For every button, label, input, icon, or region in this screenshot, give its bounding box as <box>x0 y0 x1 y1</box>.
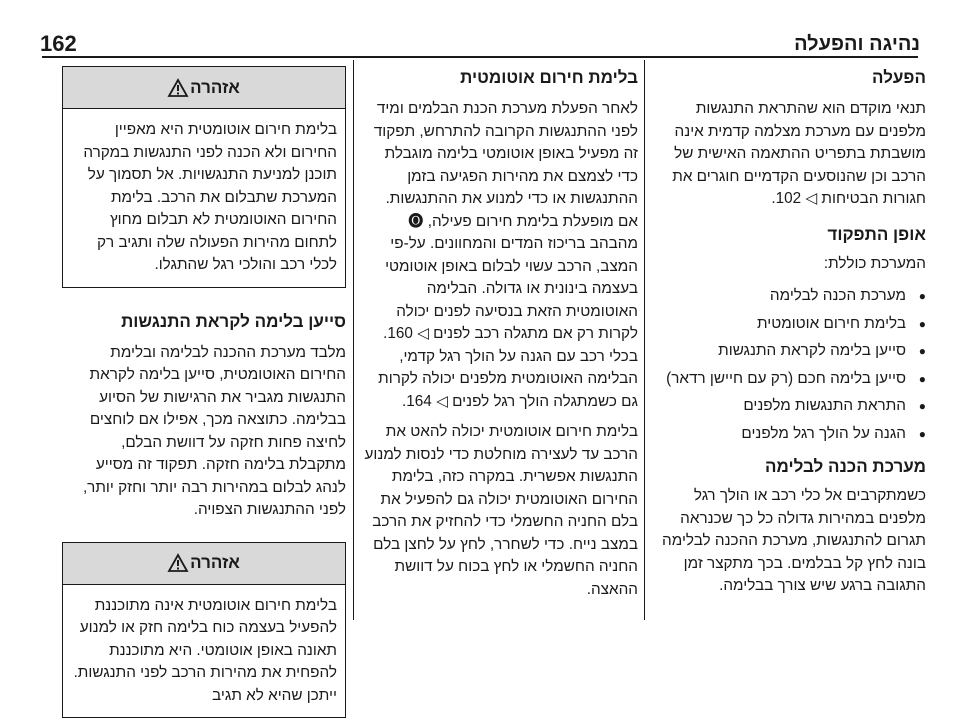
list-item: ● הגנה על הולך רגל מלפנים <box>652 423 926 446</box>
warning-box-bottom <box>62 542 346 718</box>
feature-list <box>652 285 926 445</box>
warning-body <box>63 585 345 718</box>
warning-triangle-icon <box>168 79 188 97</box>
page-number: 162 <box>40 32 77 56</box>
brake-prep-paragraph: כשמתקרבים אל כלי רכב או הולך רגל מלפנים במהירות גדולה כל כך שכנראה תגרום להתנגשות, מערכת ההכנה לבלימה בונה לחץ קל בבלמים. בכך מתקצר זמן התגובה ברגע שיש צורך בבלימה. <box>652 485 926 598</box>
list-item: ● בלימת חירום אוטומטית <box>652 313 926 336</box>
warning-box-top <box>62 66 346 288</box>
warning-header <box>63 543 345 585</box>
activation-paragraph: תנאי מוקדם הוא שהתראת התנגשות מלפנים עם מערכת מצלמה קדמית אינה מושבתת בתפריט ההתאמה האישית של הרכב וכן שהנוסעים הקדמיים חוגרים את חגורות הבטיחות ◁ 102. <box>652 98 926 211</box>
heading-auto-emergency-braking: בלימת חירום אוטומטית <box>364 66 638 90</box>
heading-collision-brake-assist: סייען בלימה לקראת התנגשות <box>62 310 346 334</box>
page-header <box>40 22 920 56</box>
list-item: ● התראת התנגשות מלפנים <box>652 395 926 418</box>
warning-title: אזהרה <box>190 78 240 98</box>
warning-title: אזהרה <box>190 553 240 573</box>
section-title: נהיגה והפעלה <box>794 32 920 56</box>
heading-functionality: אופן התפקוד <box>652 223 926 247</box>
heading-brake-prep: מערכת הכנה לבלימה <box>652 455 926 479</box>
list-item: ● מערכת הכנה לבלימה <box>652 285 926 308</box>
column-divider-right <box>644 60 645 620</box>
heading-activation: הפעלה <box>652 66 926 90</box>
warning-triangle-icon <box>168 554 188 572</box>
right-column <box>652 60 926 598</box>
list-item: ● סייען בלימה לקראת התנגשות <box>652 340 926 363</box>
warning-text: בלימת חירום אוטומטית היא מאפיין החירום ולא הכנה לפני התנגשות במקרה תוכנן למניעת התנגשויות. אל תסמוך על המערכת שתבלום את הרכב. בלימת החירום האוטומטית לא תבלום מחוץ לתחום מהירות הפעולה שלה ותגיב רק לכלי רכב והולכי רגל שהתגלו. <box>69 119 337 277</box>
left-column <box>62 60 346 718</box>
header-divider <box>42 56 918 58</box>
column-divider-left <box>353 60 354 620</box>
middle-column <box>364 60 638 601</box>
list-item: ● סייען בלימה חכם (רק עם חיישן רדאר) <box>652 368 926 391</box>
auto-braking-paragraph-1: לאחר הפעלת מערכת הכנת הבלמים ומיד לפני ההתנגשות הקרובה להתרחש, תפקוד זה מפעיל באופן אוטומטי בלימה מוגבלת כדי לצמצם את מהירות הפגיעה בזמן ההתנגשות או כדי למנוע את ההתנגשות. אם מופעלת בלימת חירום פעילה, 🅞 מהבהב בריכוז המדים והמחוונים. על-פי המצב, הרכב עשוי לבלום באופן אוטומטי בעצמה בינונית או גדולה. הבלימה האוטומטית הזאת בנסיעה לפנים יכולה לקרות רק אם מתגלה רכב לפנים ◁ 160. בכלי רכב עם הגנה על הולך רגל קדמי, הבלימה האוטומטית מלפנים יכולה לקרות גם כשמתגלה הולך רגל לפנים ◁ 164. <box>364 98 638 413</box>
warning-body <box>63 109 345 287</box>
warning-header <box>63 67 345 109</box>
warning-text: בלימת חירום אוטומטית אינה מתוכננת להפעיל בעצמה כוח בלימה חזק או למנוע תאונה באופן אוטומטי. היא מתוכננת להפחית את מהירות הרכב לפני התנגשות. ייתכן שהיא לא תגיב <box>69 595 337 708</box>
auto-braking-paragraph-2: בלימת חירום אוטומטית יכולה להאט את הרכב עד לעצירה מוחלטת כדי לנסות למנוע התנגשות אפשרית. במקרה כזה, בלימת החירום האוטומטית יכולה גם להפעיל את בלם החניה החשמלי כדי להחזיק את הרכב במצב נייח. כדי לשחרר, לחץ על לחצן בלם החניה החשמלי או לחץ בכוח על דוושת ההאצה. <box>364 421 638 601</box>
brake-assist-paragraph: מלבד מערכת ההכנה לבלימה ובלימת החירום האוטומטית, סייען בלימה לקראת התנגשות מגביר את הרגישות של הסיוע בבלימה. כתוצאה מכך, אפילו אם לוחצים לחיצה פחות חזקה על דוושת הבלם, מתקבלת בלימה חזקה. תפקוד זה מסייע לנהג לבלום במהירות רבה יותר וחזק יותר, לפני ההתנגשות הצפויה. <box>62 342 346 522</box>
system-intro: המערכת כוללת: <box>652 253 926 276</box>
